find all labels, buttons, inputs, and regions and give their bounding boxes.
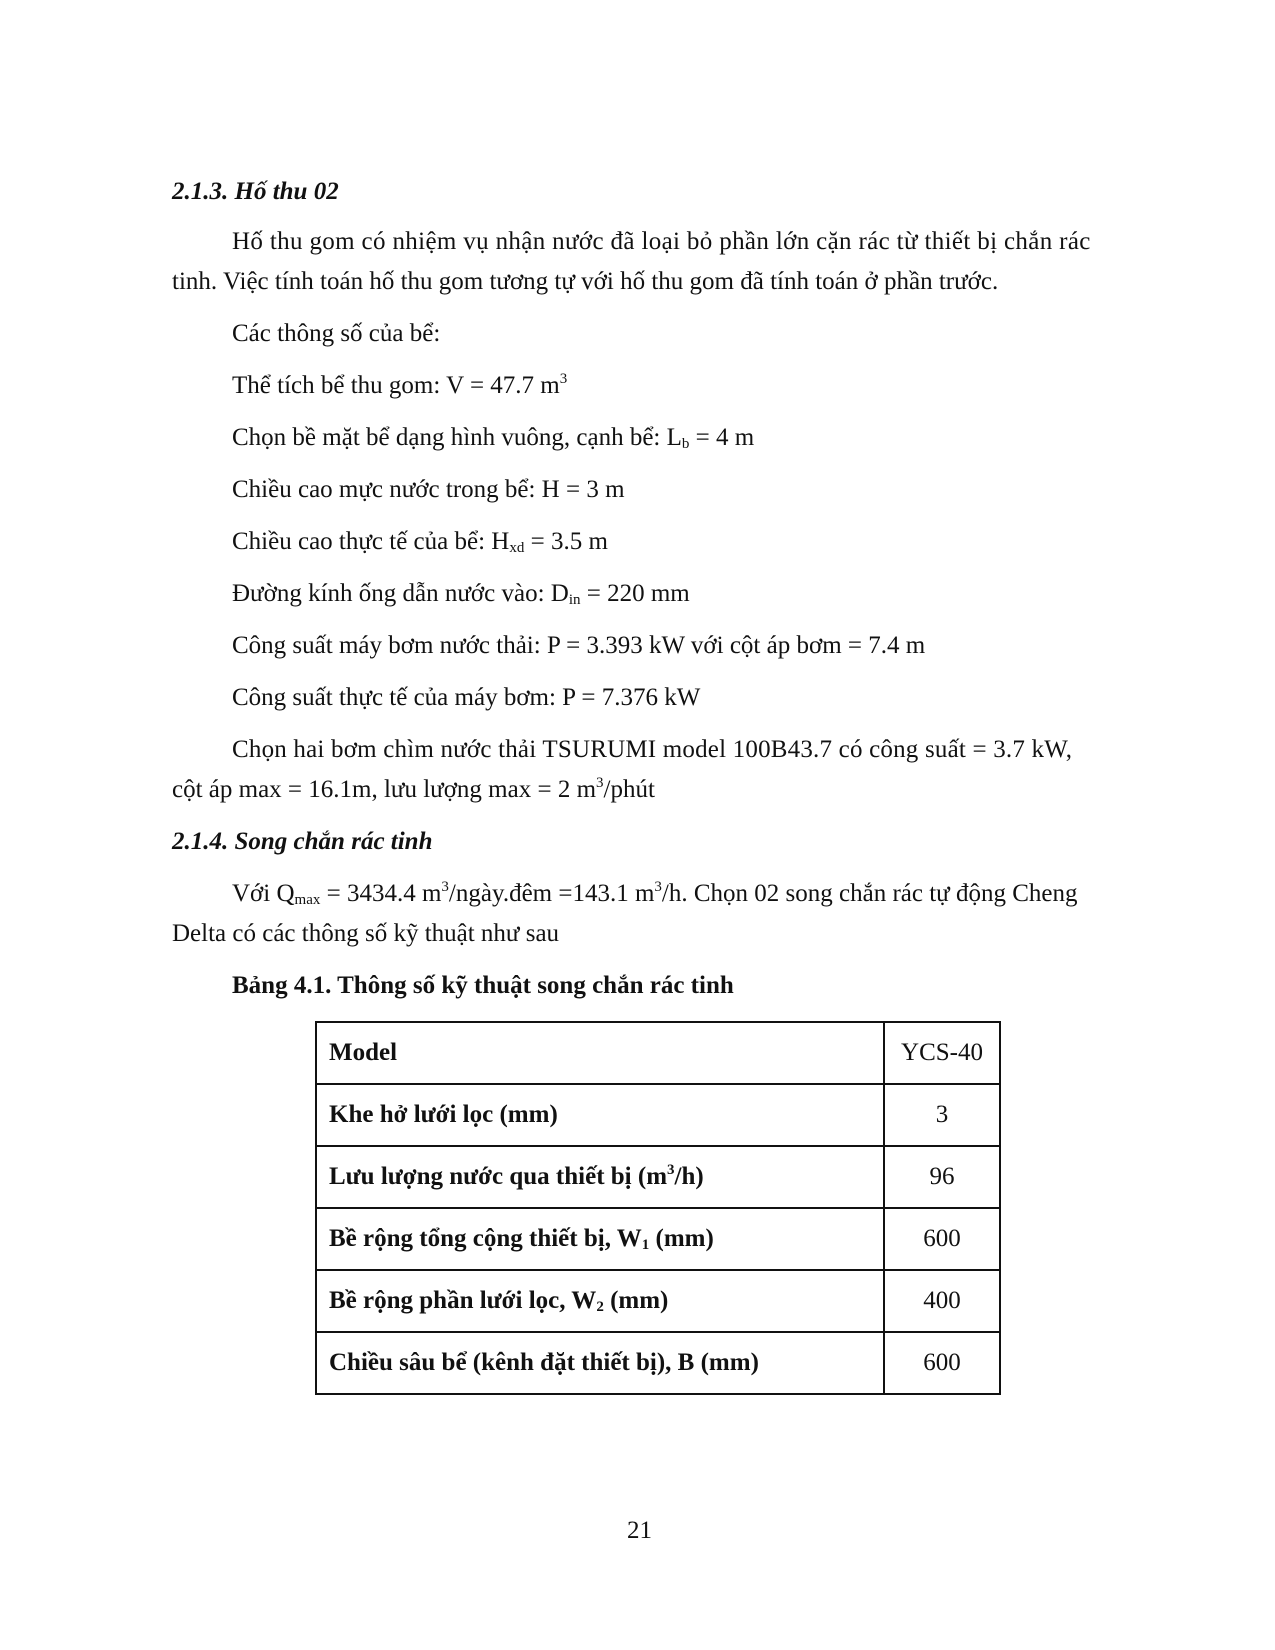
pipe-diameter-line	[232, 580, 690, 608]
flow-line-1	[232, 880, 1078, 908]
spec-table	[315, 1021, 1001, 1395]
actual-height-rest: = 3.5 m	[524, 528, 608, 555]
actual-height-line	[232, 528, 608, 556]
volume-text: Thể tích bể thu gom: V = 47.7 m	[232, 372, 560, 399]
table-cell-label	[316, 1270, 884, 1332]
flow-value-1: = 3434.4 m	[320, 880, 442, 907]
table-cell-label	[316, 1208, 884, 1270]
flow-value-2: /ngày.đêm =143.1 m	[448, 880, 655, 907]
flow-label-sup: 3	[667, 1162, 675, 1178]
pump-choice-line-2	[172, 776, 655, 804]
side-rest: = 4 m	[689, 424, 755, 451]
pump-choice-line-2-b: /phút	[603, 776, 655, 803]
width-screen-label-sub: 2	[596, 1299, 604, 1315]
width-total-label-a: Bề rộng tổng cộng thiết bị, W	[329, 1225, 642, 1252]
width-screen-label-a: Bề rộng phần lưới lọc, W	[329, 1287, 597, 1314]
width-total-label-sub: 1	[641, 1237, 650, 1253]
pump-choice-line-2-sup: 3	[596, 775, 604, 791]
section-heading-2-1-4: 2.1.4. Song chắn rác tinh	[172, 828, 433, 855]
pipe-diameter-sub: in	[568, 592, 581, 608]
intro-paragraph-line-1	[232, 228, 1140, 256]
table-row	[316, 1146, 1000, 1208]
pump-choice-line-1-text: Chọn hai bơm chìm nước thải TSURUMI model 100B43.7 có công suất = 3.7 kW,	[232, 736, 1073, 763]
table-cell-label: Model	[316, 1022, 884, 1084]
params-label: Các thông số của bể:	[232, 320, 441, 347]
table-cell-value: 600	[884, 1332, 1000, 1394]
side-text: Chọn bề mặt bể dạng hình vuông, cạnh bể: L	[232, 424, 682, 451]
table-caption: Bảng 4.1. Thông số kỹ thuật song chắn rác tinh	[232, 972, 734, 999]
pipe-diameter-text: Đường kính ống dẫn nước vào: D	[232, 580, 569, 607]
table-row	[316, 1208, 1000, 1270]
flow-label-b: /h)	[674, 1163, 704, 1190]
table-cell-value: 3	[884, 1084, 1000, 1146]
actual-height-text: Chiều cao thực tế của bể: H	[232, 528, 510, 555]
pump-actual-power-line: Công suất thực tế của máy bơm: P = 7.376 kW	[232, 684, 701, 711]
table-cell-value: 600	[884, 1208, 1000, 1270]
side-sub: b	[681, 436, 690, 452]
volume-line	[232, 372, 567, 400]
width-total-label-b: (mm)	[649, 1225, 714, 1252]
pump-choice-line-1	[232, 736, 1140, 764]
table-cell-label: Khe hở lưới lọc (mm)	[316, 1084, 884, 1146]
side-length-line	[232, 424, 754, 452]
table-cell-value: YCS-40	[884, 1022, 1000, 1084]
flow-q: Với Q	[232, 880, 295, 907]
intro-line-1-text: Hố thu gom có nhiệm vụ nhận nước đã loại bỏ phần lớn cặn rác từ thiết bị chắn rác	[232, 228, 1091, 255]
water-height-line: Chiều cao mực nước trong bể: H = 3 m	[232, 476, 625, 503]
flow-line-2: Delta có các thông số kỹ thuật như sau	[172, 920, 560, 947]
table-row	[316, 1270, 1000, 1332]
table-row	[316, 1084, 1000, 1146]
volume-sup: 3	[559, 371, 568, 387]
pump-choice-line-2-a: cột áp max = 16.1m, lưu lượng max = 2 m	[172, 776, 597, 803]
intro-paragraph-line-2: tinh. Việc tính toán hố thu gom tương tự với hố thu gom đã tính toán ở phần trước.	[172, 268, 999, 295]
table-cell-label: Chiều sâu bể (kênh đặt thiết bị), B (mm)	[316, 1332, 884, 1394]
table-cell-value: 400	[884, 1270, 1000, 1332]
table-row	[316, 1332, 1000, 1394]
table-row	[316, 1022, 1000, 1084]
table-cell-label	[316, 1146, 884, 1208]
flow-sup-2: 3	[654, 879, 662, 895]
pipe-diameter-rest: = 220 mm	[580, 580, 690, 607]
pump-power-line: Công suất máy bơm nước thải: P = 3.393 kW với cột áp bơm = 7.4 m	[232, 632, 926, 659]
section-heading-2-1-3: 2.1.3. Hố thu 02	[172, 178, 339, 205]
table-cell-value: 96	[884, 1146, 1000, 1208]
flow-q-sub: max	[294, 892, 321, 908]
actual-height-sub: xd	[509, 540, 525, 556]
width-screen-label-b: (mm)	[603, 1287, 669, 1314]
flow-label-a: Lưu lượng nước qua thiết bị (m	[329, 1163, 668, 1190]
flow-sup-1: 3	[441, 879, 449, 895]
flow-rest: /h. Chọn 02 song chắn rác tự động Cheng	[661, 880, 1078, 907]
page-number: 21	[627, 1517, 652, 1544]
